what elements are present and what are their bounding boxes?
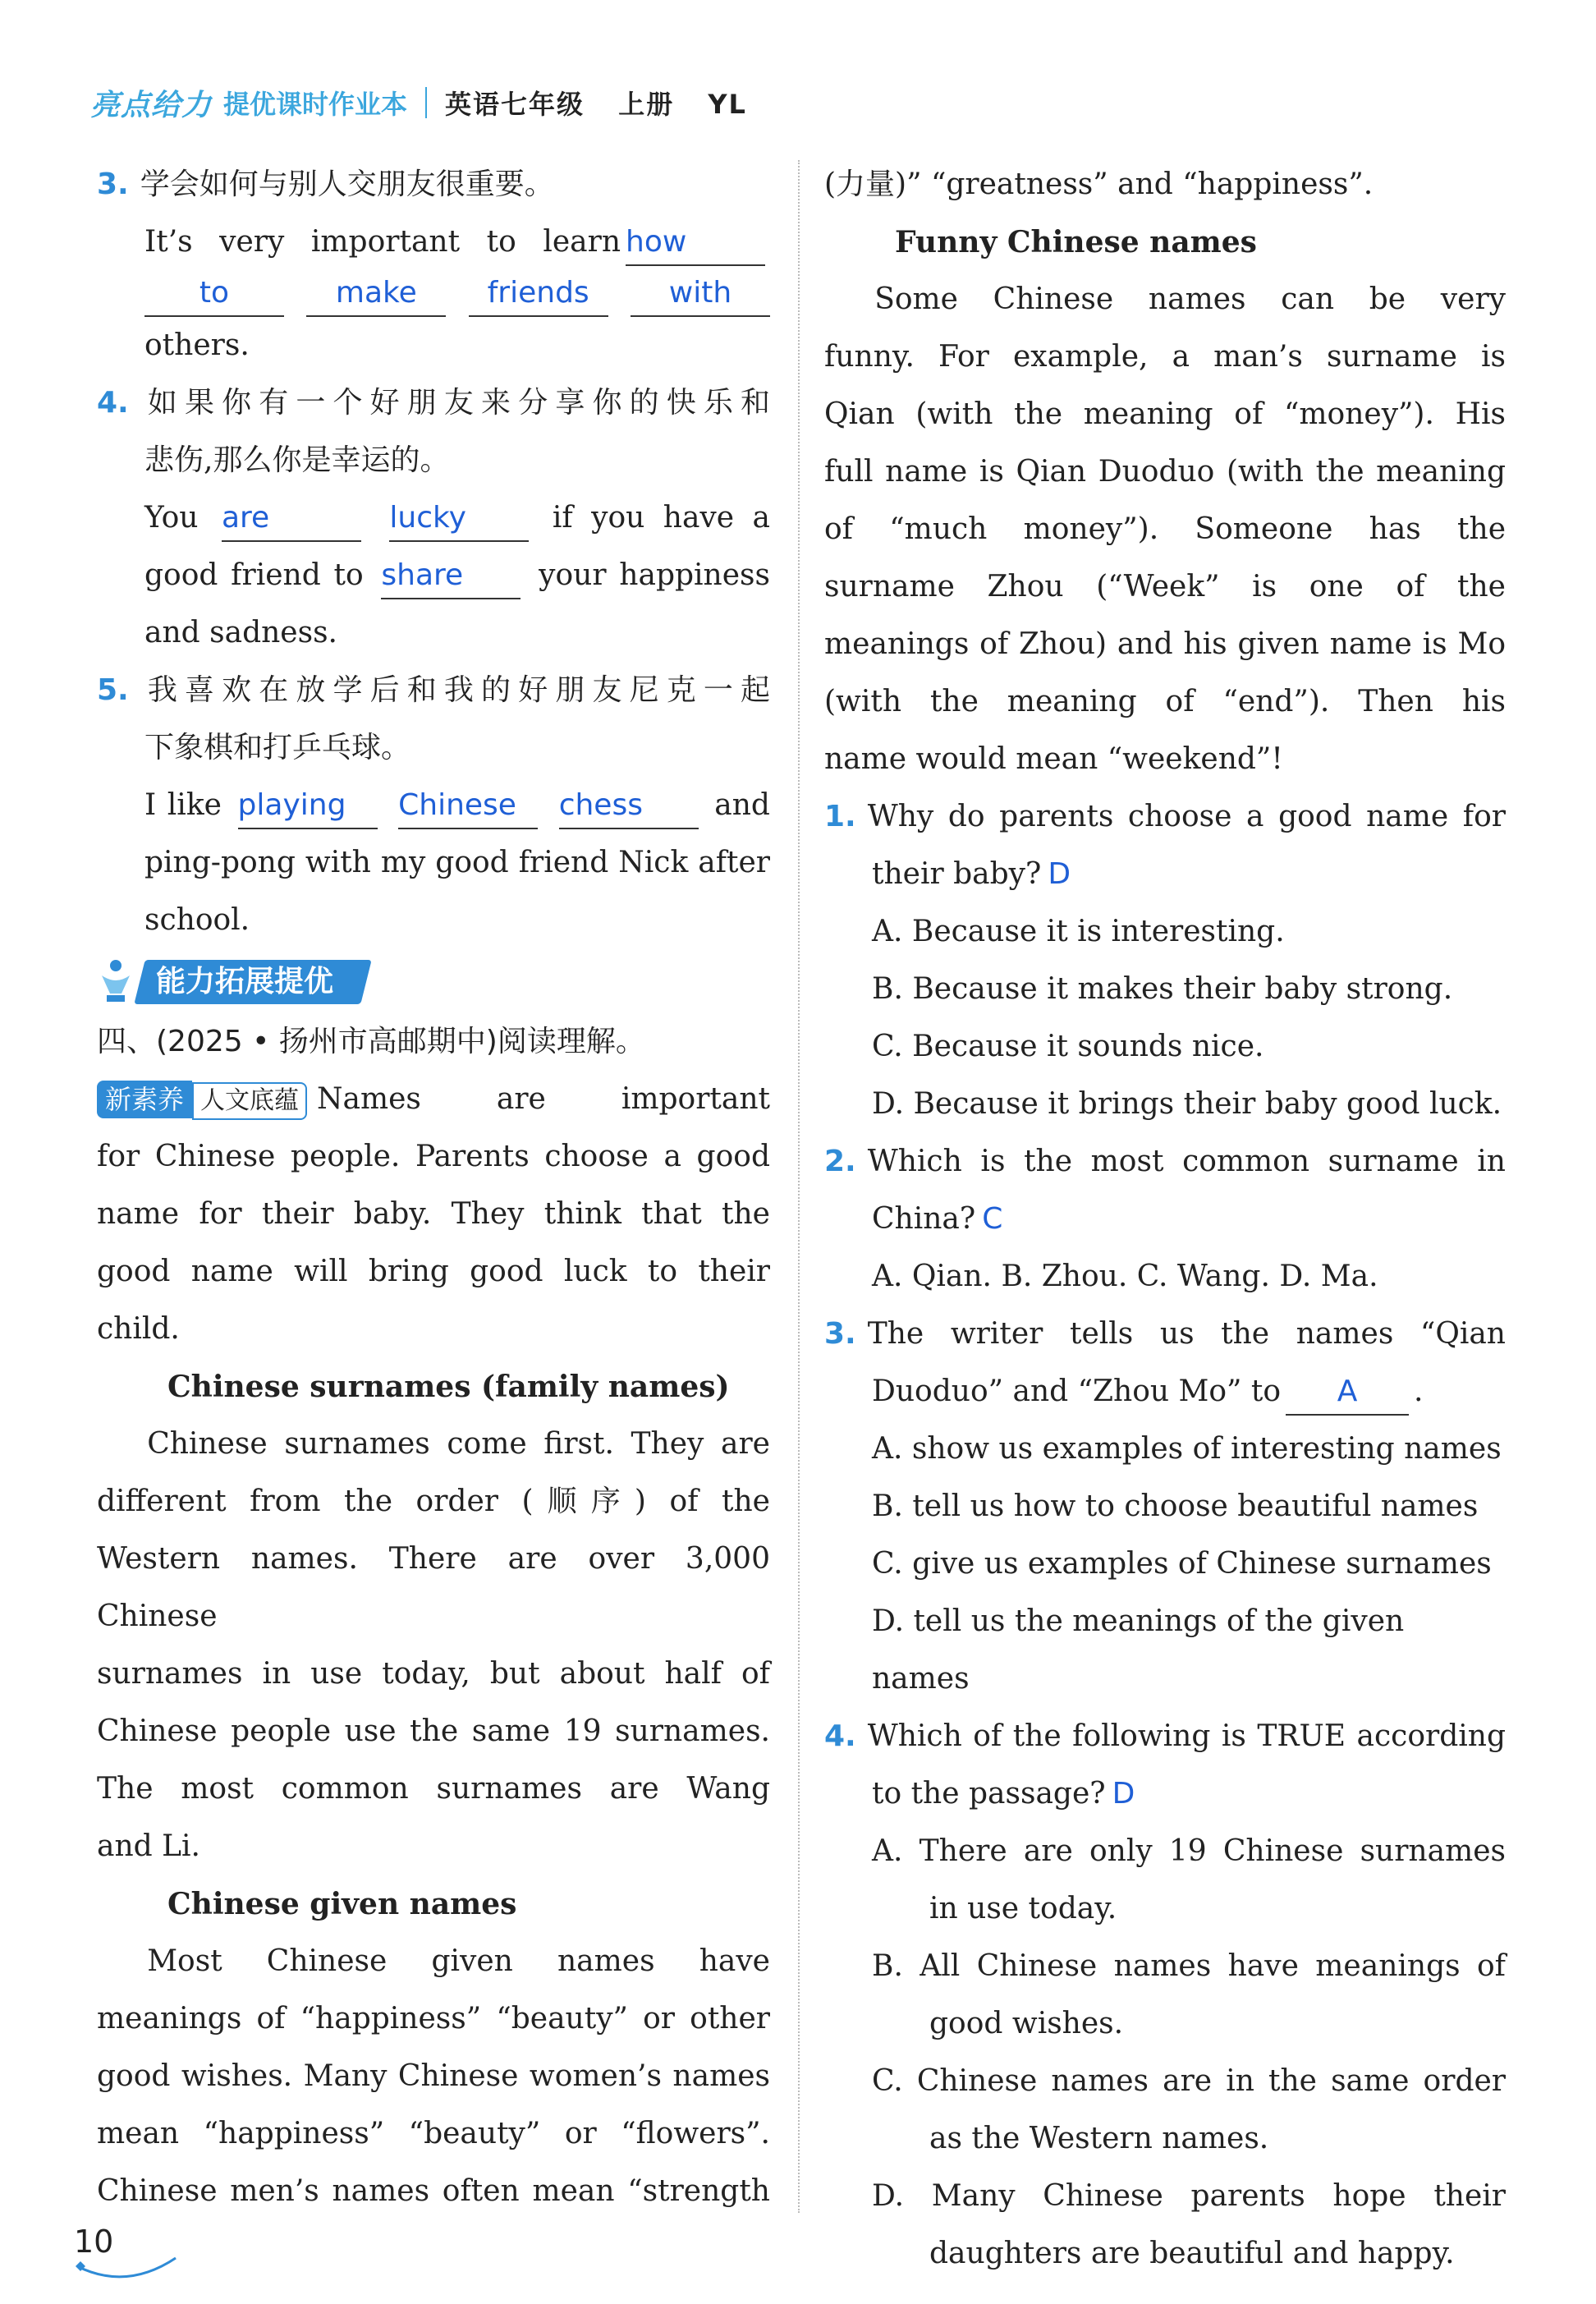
- sentence-text: and: [714, 788, 770, 822]
- chinese-prompt: 学会如何与别人交朋友很重要。: [140, 168, 554, 201]
- answer-blank[interactable]: with: [631, 271, 770, 317]
- right-column: [824, 156, 1506, 2283]
- question-number: 3.: [97, 168, 129, 201]
- passage-line: good name will bring good luck to their: [97, 1255, 770, 1288]
- option-line: daughters are beautiful and happy.: [929, 2237, 1455, 2270]
- brand-subtitle: 提优课时作业本: [223, 89, 408, 120]
- passage-line: surname Zhou (“Week” is one of the: [824, 570, 1506, 604]
- passage-line: meanings of Zhou) and his given name is Mo: [824, 627, 1506, 661]
- banner-text: 能力拓展提优: [156, 965, 334, 998]
- chosen-answer[interactable]: D: [1112, 1777, 1135, 1811]
- chinese-prompt: 如果你有一个好朋友来分享你的快乐和: [140, 386, 770, 420]
- passage-line: name would mean “weekend”!: [824, 742, 1283, 776]
- answer-blank[interactable]: make: [306, 271, 446, 317]
- chinese-prompt: 下象棋和打乒乓球。: [144, 731, 411, 764]
- badge-new-literacy: 新素养: [97, 1081, 192, 1118]
- passage-line: mean “happiness” “beauty” or “flowers”.: [97, 2117, 770, 2150]
- passage-line: (with the meaning of “end”). Then his: [824, 685, 1506, 718]
- banner-label: [134, 960, 371, 1004]
- answer-option[interactable]: A. show us examples of interesting names: [872, 1432, 1502, 1466]
- question-stem: The writer tells us the names “Qian: [867, 1317, 1506, 1351]
- passage-line: Names are important: [317, 1082, 770, 1116]
- question-stem: Duoduo” and “Zhou Mo” to: [872, 1375, 1282, 1408]
- answer-option[interactable]: [824, 1823, 1506, 1938]
- answer-option[interactable]: [824, 2168, 1506, 2283]
- answer-options-inline[interactable]: A. Qian. B. Zhou. C. Wang. D. Ma.: [872, 1260, 1378, 1293]
- translation-question-3: [97, 156, 770, 374]
- answer-blank[interactable]: chess: [559, 783, 699, 829]
- answer-option[interactable]: B. Because it makes their baby strong.: [872, 972, 1453, 1006]
- option-line: as the Western names.: [929, 2122, 1269, 2155]
- sentence-text: I like: [144, 788, 222, 822]
- passage-line: Qian (with the meaning of “money”). His: [824, 397, 1506, 431]
- question-number: 3.: [824, 1317, 856, 1351]
- passage-line: meanings of “happiness” “beauty” or other: [97, 2002, 770, 2036]
- passage-line: full name is Qian Duoduo (with the meaning: [824, 455, 1506, 489]
- sentence-text: good friend to: [144, 558, 364, 592]
- page-header: [90, 78, 770, 127]
- passage-line: and Li.: [97, 1829, 200, 1863]
- passage-line: different from the order (顺序) of the: [97, 1485, 770, 1518]
- chosen-answer[interactable]: D: [1048, 857, 1071, 891]
- chinese-prompt: 悲伤,那么你是幸运的。: [144, 443, 450, 477]
- reading-question-3: [824, 1306, 1506, 1708]
- answer-option[interactable]: D. tell us the meanings of the given names: [872, 1604, 1405, 1696]
- trophy-icon: [97, 957, 135, 1007]
- header-subject: 英语七年级: [445, 89, 585, 120]
- passage-line: Western names. There are over 3,000 Chinese: [97, 1542, 770, 1633]
- reading-question-1: [824, 788, 1506, 1133]
- passage-subheading: Chinese surnames (family names): [167, 1370, 730, 1404]
- question-stem: Why do parents choose a good name for: [867, 800, 1506, 833]
- chinese-prompt: 我喜欢在放学后和我的好朋友尼克一起: [140, 673, 770, 707]
- passage-line: of “much money”). Someone has the: [824, 512, 1506, 546]
- option-line: in use today.: [929, 1892, 1117, 1925]
- passage-line: child.: [97, 1312, 180, 1346]
- passage-subheading: Chinese given names: [167, 1887, 517, 1921]
- page-number: 10: [74, 2224, 114, 2260]
- answer-blank[interactable]: share: [381, 553, 521, 599]
- question-number: 4.: [824, 1719, 856, 1753]
- option-line: C. Chinese names are in the same order: [872, 2064, 1506, 2098]
- question-number: 4.: [97, 386, 129, 420]
- chosen-answer[interactable]: C: [982, 1202, 1003, 1236]
- option-line: A. There are only 19 Chinese surnames: [872, 1834, 1506, 1868]
- sentence-text: others.: [144, 328, 250, 362]
- sentence-text: You: [144, 501, 199, 535]
- answer-option[interactable]: B. tell us how to choose beautiful names: [872, 1489, 1479, 1523]
- answer-option[interactable]: C. Because it sounds nice.: [872, 1030, 1264, 1063]
- reading-question-4: [824, 1708, 1506, 2283]
- passage-line: Chinese people use the same 19 surnames.: [97, 1714, 770, 1748]
- passage-subheading: Funny Chinese names: [895, 225, 1257, 259]
- passage-line: name for their baby. They think that the: [97, 1197, 770, 1231]
- sentence-text: It’s very important to learn: [144, 225, 621, 259]
- answer-blank[interactable]: playing: [238, 783, 378, 829]
- reading-passage: [97, 1071, 770, 2220]
- answer-option[interactable]: [824, 2053, 1506, 2168]
- sentence-text: ping-pong with my good friend Nick after: [144, 846, 770, 879]
- answer-option[interactable]: C. give us examples of Chinese surnames: [872, 1547, 1492, 1581]
- question-stem: to the passage?: [872, 1777, 1106, 1811]
- section-title: 四、(2025 • 扬州市高邮期中)阅读理解。: [97, 1025, 645, 1058]
- question-stem: their baby?: [872, 857, 1042, 891]
- question-number: 1.: [824, 800, 856, 833]
- passage-line: The most common surnames are Wang: [97, 1772, 770, 1806]
- sentence-text: if you have a: [552, 501, 770, 535]
- passage-line: Most Chinese given names have: [147, 1944, 770, 1978]
- answer-blank[interactable]: lucky: [389, 496, 529, 542]
- answer-blank[interactable]: A: [1286, 1370, 1409, 1416]
- brand-logo: 亮点给力: [90, 88, 213, 122]
- passage-line: for Chinese people. Parents choose a good: [97, 1140, 770, 1173]
- section-banner: [97, 956, 770, 1008]
- header-info: [445, 84, 770, 122]
- column-divider: [798, 160, 800, 2213]
- left-column: [97, 156, 770, 2220]
- sentence-text: your happiness: [539, 558, 770, 592]
- sentence-text: and sadness.: [144, 616, 338, 649]
- passage-line: Some Chinese names can be very: [874, 282, 1506, 316]
- passage-line: surnames in use today, but about half of: [97, 1657, 770, 1691]
- answer-blank[interactable]: are: [222, 496, 361, 542]
- question-stem: China?: [872, 1202, 976, 1236]
- header-volume: 上册: [618, 89, 675, 120]
- option-line: D. Many Chinese parents hope their: [872, 2179, 1506, 2213]
- question-stem-end: .: [1414, 1375, 1424, 1408]
- answer-option[interactable]: A. Because it is interesting.: [872, 915, 1285, 948]
- passage-line: Chinese surnames come first. They are: [147, 1427, 770, 1461]
- passage-line: good wishes. Many Chinese women’s names: [97, 2059, 770, 2093]
- translation-question-4: [97, 374, 770, 662]
- header-divider: [425, 87, 427, 118]
- passage-line: (力量)” “greatness” and “happiness”.: [824, 168, 1374, 201]
- question-stem: Which is the most common surname in: [867, 1145, 1506, 1178]
- passage-line: Chinese men’s names often mean “strength: [97, 2174, 770, 2208]
- sentence-text: school.: [144, 903, 250, 937]
- reading-question-2: [824, 1133, 1506, 1306]
- translation-question-5: [97, 662, 770, 949]
- badge-humanities: 人文底蕴: [192, 1082, 307, 1120]
- answer-blank[interactable]: how: [626, 220, 765, 266]
- question-number: 2.: [824, 1145, 856, 1178]
- answer-blank[interactable]: Chinese: [398, 783, 538, 829]
- answer-blank[interactable]: to: [144, 271, 284, 317]
- header-edition: YL: [708, 89, 747, 120]
- option-line: B. All Chinese names have meanings of: [872, 1949, 1506, 1983]
- question-stem: Which of the following is TRUE according: [867, 1719, 1506, 1753]
- answer-option[interactable]: D. Because it brings their baby good luck.: [872, 1087, 1502, 1121]
- answer-blank[interactable]: friends: [469, 271, 608, 317]
- option-line: good wishes.: [929, 2007, 1124, 2040]
- passage-line: funny. For example, a man’s surname is: [824, 340, 1506, 374]
- answer-option[interactable]: [824, 1938, 1506, 2053]
- question-number: 5.: [97, 673, 129, 707]
